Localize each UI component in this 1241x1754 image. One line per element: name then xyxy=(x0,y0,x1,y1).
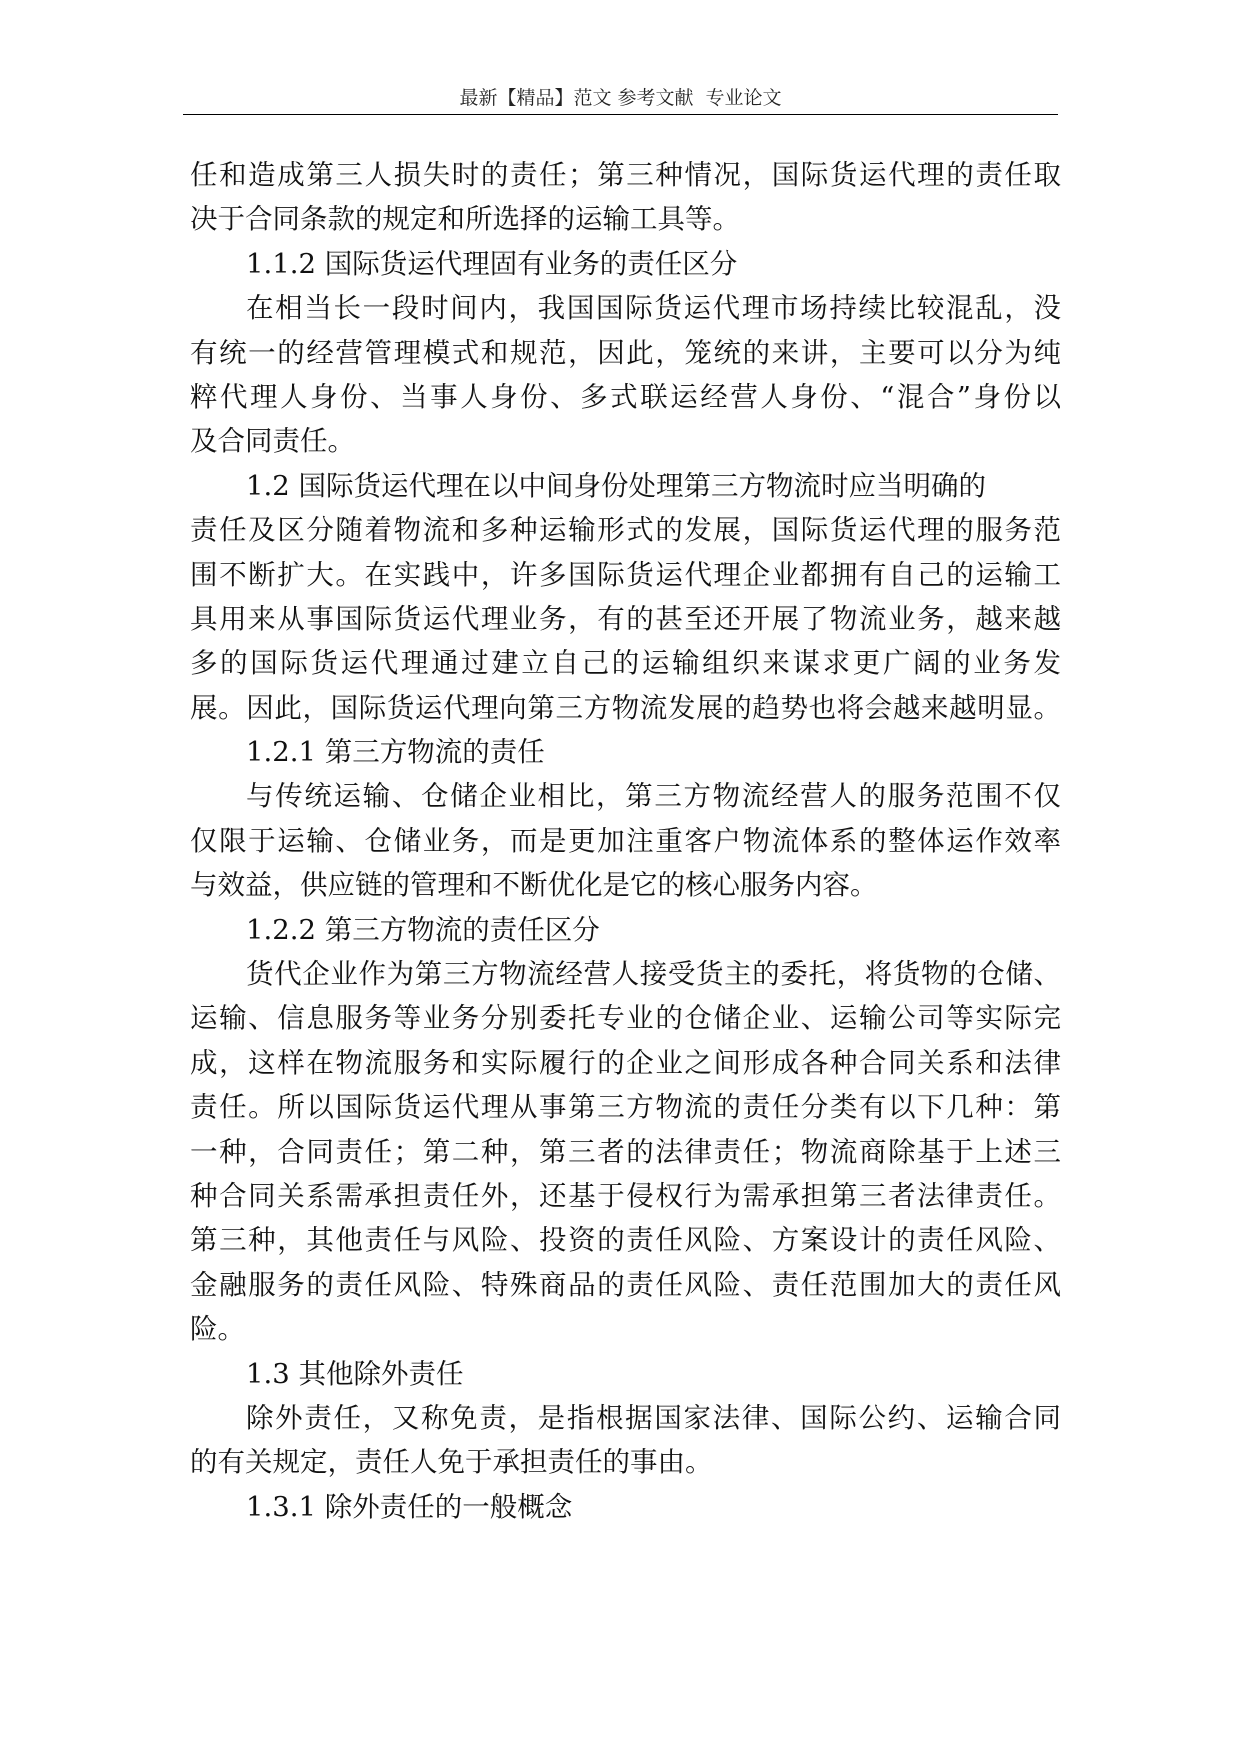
section-heading: 1.3 其他除外责任 xyxy=(246,1357,464,1390)
section-heading: 1.2.1 第三方物流的责任 xyxy=(246,736,545,769)
text-line: 决于合同条款的规定和所选择的运输工具等。 xyxy=(190,203,740,236)
text-line: 除外责任，又称免责，是指根据国家法律、国际公约、运输合同 xyxy=(246,1401,1061,1434)
header-divider xyxy=(183,114,1058,115)
text-line: 货代企业作为第三方物流经营人接受货主的委托，将货物的仓储、 xyxy=(246,958,1061,991)
text-line: 金融服务的责任风险、特殊商品的责任风险、责任范围加大的责任风 xyxy=(190,1268,1061,1301)
text-line: 具用来从事国际货运代理业务，有的甚至还开展了物流业务，越来越 xyxy=(190,602,1061,635)
text-line: 在相当长一段时间内，我国国际货运代理市场持续比较混乱，没 xyxy=(246,292,1061,325)
text-line: 运输、信息服务等业务分别委托专业的仓储企业、运输公司等实际完 xyxy=(190,1002,1061,1035)
text-line: 及合同责任。 xyxy=(190,425,355,458)
text-line: 仅限于运输、仓储业务，而是更加注重客户物流体系的整体运作效率 xyxy=(190,824,1061,857)
section-heading: 1.1.2 国际货运代理固有业务的责任区分 xyxy=(246,247,738,280)
text-line: 责任及区分随着物流和多种运输形式的发展，国际货运代理的服务范 xyxy=(190,514,1061,547)
text-line: 粹代理人身份、当事人身份、多式联运经营人身份、“混合”身份以 xyxy=(190,380,1061,413)
section-heading: 1.2.2 第三方物流的责任区分 xyxy=(246,913,600,946)
text-line: 责任。所以国际货运代理从事第三方物流的责任分类有以下几种：第 xyxy=(190,1091,1061,1124)
text-line: 有统一的经营管理模式和规范，因此，笼统的来讲，主要可以分为纯 xyxy=(190,336,1061,369)
text-line: 第三种，其他责任与风险、投资的责任风险、方案设计的责任风险、 xyxy=(190,1224,1061,1257)
text-line: 种合同关系需承担责任外，还基于侵权行为需承担第三者法律责任。 xyxy=(190,1179,1061,1212)
text-line: 任和造成第三人损失时的责任；第三种情况，国际货运代理的责任取 xyxy=(190,159,1061,191)
body-text xyxy=(190,153,1061,1529)
page-header: 最新【精品】范文 参考文献 专业论文 xyxy=(459,87,782,109)
text-line: 成，这样在物流服务和实际履行的企业之间形成各种合同关系和法律 xyxy=(190,1046,1061,1079)
text-line: 多的国际货运代理通过建立自己的运输组织来谋求更广阔的业务发 xyxy=(190,647,1061,680)
section-heading: 1.2 国际货运代理在以中间身份处理第三方物流时应当明确的 xyxy=(246,469,986,502)
text-line: 与效益，供应链的管理和不断优化是它的核心服务内容。 xyxy=(190,869,878,902)
text-line: 一种，合同责任；第二种，第三者的法律责任；物流商除基于上述三 xyxy=(190,1135,1061,1168)
text-line: 展。因此，国际货运代理向第三方物流发展的趋势也将会越来越明显。 xyxy=(190,691,1061,724)
text-line: 与传统运输、仓储企业相比，第三方物流经营人的服务范围不仅 xyxy=(246,780,1061,813)
text-line: 险。 xyxy=(190,1313,245,1346)
text-line: 的有关规定，责任人免于承担责任的事由。 xyxy=(190,1446,713,1479)
text-line: 围不断扩大。在实践中，许多国际货运代理企业都拥有自己的运输工 xyxy=(190,558,1061,591)
section-heading: 1.3.1 除外责任的一般概念 xyxy=(246,1490,573,1523)
